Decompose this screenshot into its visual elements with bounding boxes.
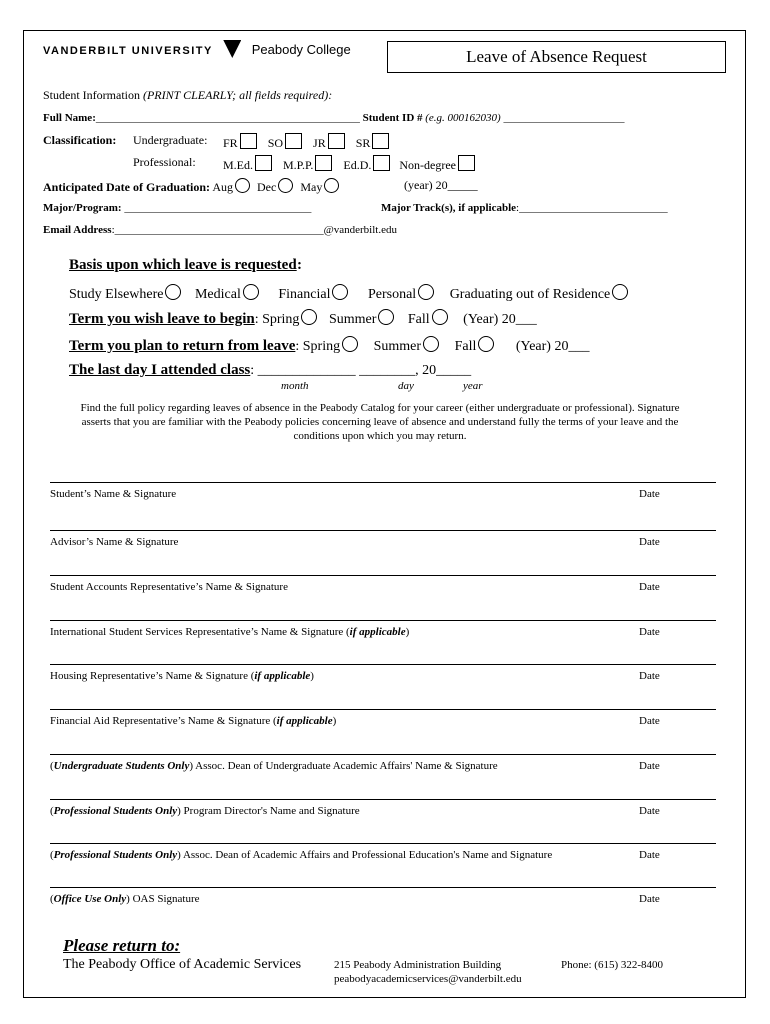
full-name-field[interactable]: ________________________________________________ <box>95 112 360 124</box>
signature-qualifier: Professional Students Only <box>53 849 178 861</box>
sr-checkbox[interactable] <box>372 133 389 149</box>
signature-text: ) Assoc. Dean of Academic Affairs and Professional Education's Name and Signature <box>177 849 553 861</box>
so-checkbox[interactable] <box>285 133 302 149</box>
signature-qualifier: Office Use Only <box>53 893 127 905</box>
signature-qualifier: if applicable <box>276 715 333 727</box>
signature-text: Advisor’s Name & Signature <box>50 536 179 548</box>
date-label: Date <box>639 715 660 727</box>
signature-label <box>50 536 178 548</box>
option-fr-label: FR <box>223 136 238 150</box>
date-label: Date <box>639 893 660 905</box>
signature-line[interactable] <box>50 843 716 844</box>
begin-summer-label: Summer <box>328 312 377 327</box>
financial-radio[interactable] <box>332 284 348 300</box>
last-day-day-label: day <box>398 380 414 392</box>
email-label: Email Address <box>43 224 112 236</box>
begin-summer-radio[interactable] <box>378 309 394 325</box>
full-name-row <box>43 112 624 124</box>
undergrad-label: Undergraduate: <box>133 133 208 147</box>
track-label: Major Track(s), if applicable <box>381 202 517 214</box>
signature-label <box>50 581 288 593</box>
return-spring-radio[interactable] <box>342 336 358 352</box>
major-label: Major/Program: <box>43 202 122 214</box>
option-med-label: M.Ed. <box>223 158 253 172</box>
option-nondegree-label: Non-degree <box>399 158 456 172</box>
signature-line[interactable] <box>50 530 716 531</box>
edd-checkbox[interactable] <box>373 155 390 171</box>
signature-label: (Professional Students Only) Assoc. Dean of Academic Affairs and Professional Education's Name and Signature <box>50 849 553 861</box>
option-sr-label: SR <box>355 136 371 150</box>
basis-heading-text: Basis upon which leave is requested <box>69 257 297 273</box>
policy-text: Find the full policy regarding leaves of absence in the Peabody Catalog for your career (either undergraduate or professional). Signature asserts that you are familiar with the Peabody policies concerning leave of absence and understand fully the terms of your leave and the conditions upon which you may return. <box>80 402 680 442</box>
grad-may-label: May <box>300 180 323 194</box>
signature-text: Student Accounts Representative’s Name & Signature <box>50 581 288 593</box>
signature-label: (Professional Students Only) Program Director's Name and Signature <box>50 805 360 817</box>
signature-text: ) Program Director's Name and Signature <box>177 805 360 817</box>
professional-options <box>223 155 475 173</box>
return-summer-radio[interactable] <box>423 336 439 352</box>
signature-text: International Student Services Representative’s Name & Signature ( <box>50 626 350 638</box>
date-label: Date <box>639 536 660 548</box>
date-label: Date <box>639 488 660 500</box>
med-checkbox[interactable] <box>255 155 272 171</box>
basis-personal-label: Personal <box>367 287 417 302</box>
office-phone: Phone: (615) 322-8400 <box>561 959 664 971</box>
email-field[interactable]: :______________________________________ <box>111 224 324 236</box>
last-day-row <box>69 362 471 379</box>
last-day-heading: The last day I attended class <box>69 362 251 378</box>
may-radio[interactable] <box>324 178 339 193</box>
return-heading: Term you plan to return from leave <box>69 338 296 354</box>
date-label: Date <box>639 805 660 817</box>
signature-label: International Student Services Representative’s Name & Signature (if applicable) <box>50 626 410 638</box>
return-year-field[interactable]: (Year) 20___ <box>515 339 590 354</box>
signature-qualifier: Undergraduate Students Only <box>53 760 190 772</box>
signature-label: (Office Use Only) OAS Signature <box>50 893 200 905</box>
return-fall-label: Fall <box>454 339 477 354</box>
signature-line[interactable] <box>50 754 716 755</box>
dec-radio[interactable] <box>278 178 293 193</box>
signature-line[interactable] <box>50 709 716 710</box>
personal-radio[interactable] <box>418 284 434 300</box>
basis-graduating-label: Graduating out of Residence <box>449 287 611 302</box>
student-id-label: Student ID # <box>362 112 423 124</box>
begin-fall-radio[interactable] <box>432 309 448 325</box>
option-so-label: SO <box>267 136 284 150</box>
graduating-radio[interactable] <box>612 284 628 300</box>
university-logo <box>43 40 351 59</box>
signature-qualifier: Professional Students Only <box>53 805 178 817</box>
undergrad-options <box>223 133 389 151</box>
basis-medical-label: Medical <box>194 287 241 302</box>
university-name: VANDERBILT UNIVERSITY <box>43 45 213 57</box>
return-heading: Please return to: <box>63 936 181 955</box>
option-mpp-label: M.P.P. <box>283 158 314 172</box>
signature-line[interactable] <box>50 664 716 665</box>
fr-checkbox[interactable] <box>240 133 257 149</box>
email-domain: @vanderbilt.edu <box>323 224 397 236</box>
signature-line[interactable] <box>50 482 716 483</box>
student-info-label: Student Information <box>43 88 140 102</box>
aug-radio[interactable] <box>235 178 250 193</box>
signature-text: ) Assoc. Dean of Undergraduate Academic Affairs' Name & Signature <box>189 760 498 772</box>
begin-fall-label: Fall <box>407 312 430 327</box>
signature-text: Financial Aid Representative’s Name & Signature ( <box>50 715 277 727</box>
professional-row <box>133 155 196 170</box>
last-day-month-label: month <box>281 380 309 392</box>
medical-radio[interactable] <box>243 284 259 300</box>
option-edd-label: Ed.D. <box>343 158 372 172</box>
office-email[interactable]: peabodyacademicservices@vanderbilt.edu <box>334 973 522 985</box>
begin-year-field[interactable]: (Year) 20___ <box>463 312 537 327</box>
return-spring-label: Spring <box>302 339 341 354</box>
begin-spring-label: Spring <box>262 312 300 327</box>
signature-label <box>50 488 176 500</box>
signature-label: Financial Aid Representative’s Name & Signature (if applicable) <box>50 715 337 727</box>
signature-text: Housing Representative’s Name & Signature ( <box>50 670 255 682</box>
return-fall-radio[interactable] <box>478 336 494 352</box>
student-id-example: (e.g. 000162030) <box>425 112 501 124</box>
form-title: Leave of Absence Request <box>387 41 726 73</box>
last-day-field[interactable]: : ______________ ________, 20_____ <box>250 363 472 378</box>
grad-year-field[interactable]: (year) 20_____ <box>404 178 478 192</box>
grad-dec-label: Dec <box>257 180 277 194</box>
begin-spring-radio[interactable] <box>301 309 317 325</box>
signature-line[interactable] <box>50 620 716 621</box>
signature-text: ) OAS Signature <box>126 893 200 905</box>
undergrad-row <box>133 133 207 148</box>
signature-line[interactable] <box>50 575 716 576</box>
basis-colon: : <box>297 257 302 273</box>
study-elsewhere-radio[interactable] <box>165 284 181 300</box>
date-label: Date <box>639 670 660 682</box>
major-row <box>43 202 311 214</box>
classification-label: Classification: <box>43 133 117 147</box>
major-field[interactable]: __________________________________ <box>124 202 312 214</box>
signature-label: Housing Representative’s Name & Signature (if applicable) <box>50 670 314 682</box>
college-name: Peabody College <box>251 42 351 57</box>
signature-text: Student’s Name & Signature <box>50 488 177 500</box>
return-term-row: Term you plan to return from leave: Spring Summer Fall (Year) 20___ <box>69 338 590 354</box>
classification-row <box>43 133 116 148</box>
jr-checkbox[interactable] <box>328 133 345 149</box>
signature-qualifier: if applicable <box>349 626 406 638</box>
office-name: The Peabody Office of Academic Services <box>63 957 302 972</box>
student-info-heading <box>43 88 332 103</box>
vanderbilt-v-icon <box>223 40 241 58</box>
date-label: Date <box>639 626 660 638</box>
student-info-note: (PRINT CLEARLY; all fields required): <box>142 88 333 102</box>
office-address: 215 Peabody Administration Building <box>334 959 502 971</box>
track-row <box>381 202 668 214</box>
signature-label: (Undergraduate Students Only) Assoc. Dean of Undergraduate Academic Affairs' Name & Signature <box>50 760 498 772</box>
student-id-field[interactable]: ______________________ <box>503 112 625 124</box>
begin-heading: Term you wish leave to begin <box>69 311 255 327</box>
full-name-label: Full Name: <box>43 112 96 124</box>
date-label: Date <box>639 581 660 593</box>
signature-qualifier: if applicable <box>254 670 311 682</box>
basis-financial-label: Financial <box>278 287 331 302</box>
nondegree-checkbox[interactable] <box>458 155 475 171</box>
email-row <box>43 224 397 236</box>
graduation-row <box>43 178 339 195</box>
basis-heading <box>69 257 297 274</box>
basis-study-label: Study Elsewhere <box>69 287 164 302</box>
signature-line[interactable] <box>50 799 716 800</box>
mpp-checkbox[interactable] <box>315 155 332 171</box>
graduation-label: Anticipated Date of Graduation: <box>43 180 210 194</box>
basis-options <box>69 284 628 303</box>
professional-label: Professional: <box>133 155 196 169</box>
return-summer-label: Summer <box>373 339 422 354</box>
option-jr-label: JR <box>313 136 326 150</box>
date-label: Date <box>639 849 660 861</box>
grad-aug-label: Aug <box>212 180 234 194</box>
date-label: Date <box>639 760 660 772</box>
signature-line[interactable] <box>50 887 716 888</box>
begin-term-row: Term you wish leave to begin: Spring Summer Fall (Year) 20___ <box>69 311 537 327</box>
last-day-year-label: year <box>463 380 483 392</box>
track-field[interactable]: :___________________________ <box>516 202 668 214</box>
